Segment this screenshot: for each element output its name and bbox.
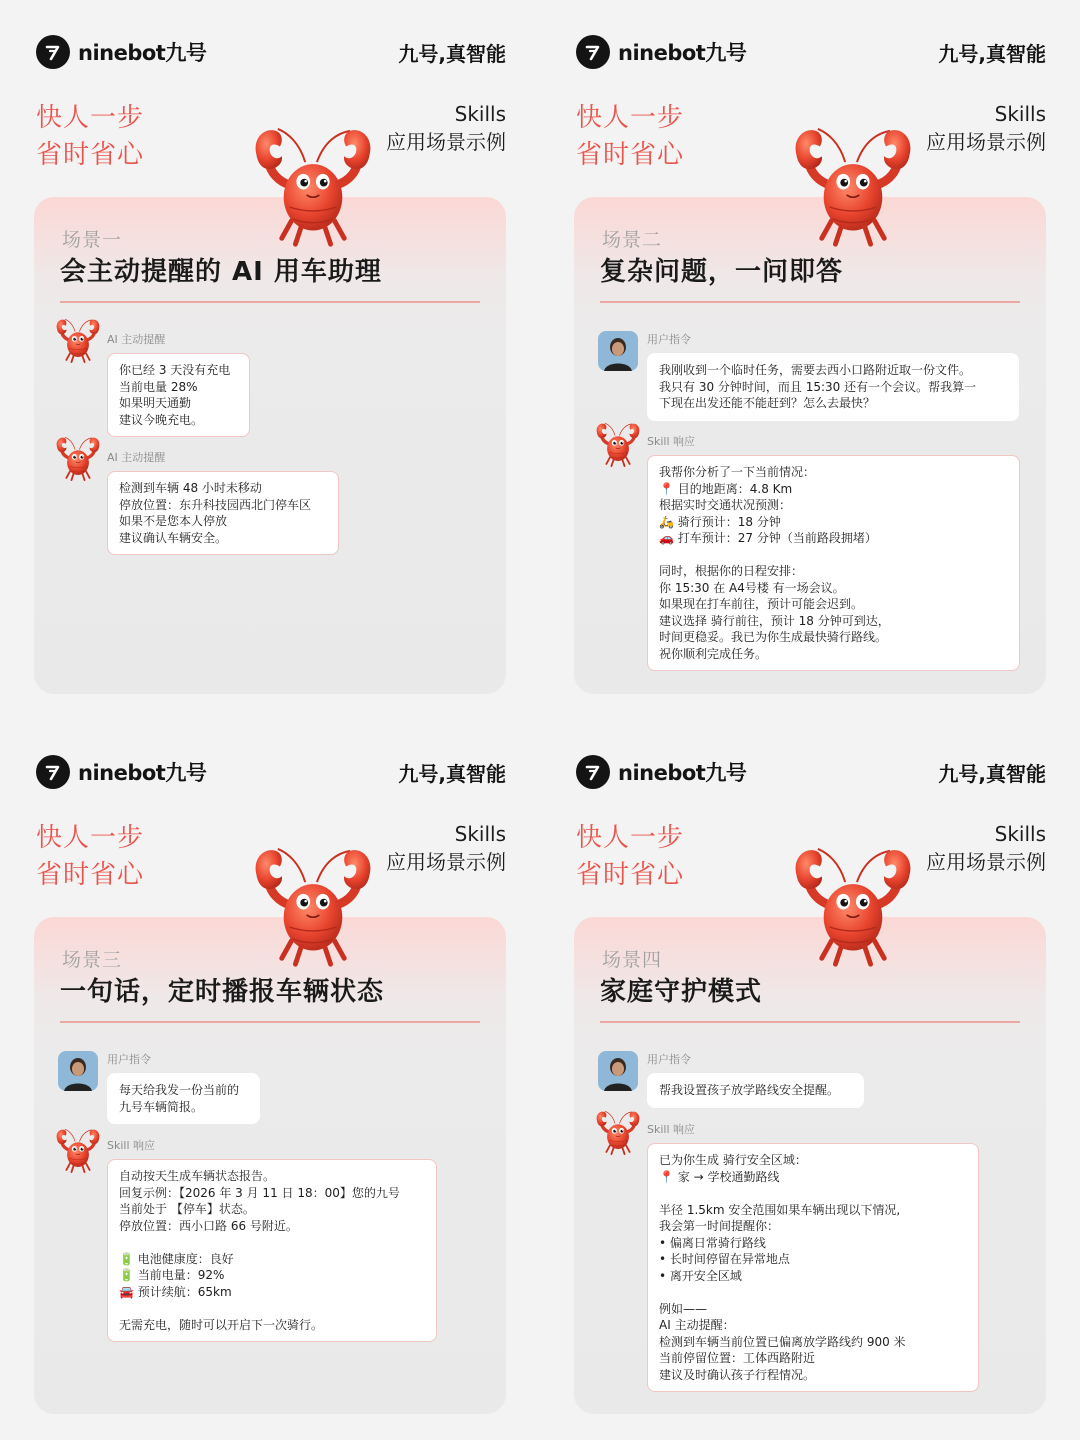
message-bubble: 你已经 3 天没有充电 当前电量 28% 如果明天通勤 建议今晚充电。 <box>107 353 250 437</box>
headline <box>576 820 684 894</box>
lobster-mascot-icon <box>594 421 642 469</box>
slogan: 九号,真智能 <box>398 42 506 66</box>
lobster-mascot-icon <box>248 125 378 250</box>
brand-logo <box>36 34 206 70</box>
title-divider <box>60 1021 480 1023</box>
skills-line-2: 应用场景示例 <box>386 130 506 154</box>
panel-scene-4 <box>540 720 1080 1440</box>
message-bubble: 帮我设置孩子放学路线安全提醒。 <box>647 1073 864 1108</box>
headline <box>36 100 144 174</box>
skills-line-1: Skills <box>454 822 506 846</box>
slogan: 九号,真智能 <box>938 762 1046 786</box>
skills-line-1: Skills <box>454 102 506 126</box>
skills-label <box>386 100 506 156</box>
lobster-mascot-icon <box>248 845 378 970</box>
scene-card <box>34 917 506 1414</box>
scene-number: 场景二 <box>602 229 663 251</box>
lobster-mascot-icon <box>594 1109 642 1157</box>
message-bubble: 检测到车辆 48 小时未移动 停放位置：东升科技园西北门停车区 如果不是您本人停放 建议确认车辆安全。 <box>107 471 339 555</box>
panel-scene-1 <box>0 0 540 720</box>
ninebot-logo-icon <box>576 35 610 69</box>
message-role: AI 主动提醒 <box>107 451 166 464</box>
skills-label <box>386 820 506 876</box>
headline-line-2: 省时省心 <box>576 140 685 170</box>
lobster-mascot-icon <box>54 1127 102 1175</box>
lobster-mascot-icon <box>54 317 102 365</box>
scene-title: 会主动提醒的 AI 用车助理 <box>60 257 382 287</box>
headline-line-1: 快人一步 <box>36 823 145 853</box>
scene-title: 复杂问题，一问即答 <box>600 257 844 287</box>
headline-line-1: 快人一步 <box>576 103 685 133</box>
scene-card <box>34 197 506 694</box>
user-avatar-icon <box>58 1051 98 1091</box>
message-bubble: 我帮你分析了一下当前情况： 📍 目的地距离：4.8 Km 根据实时交通状况预测： 🛵 骑行预计：18 分钟 🚗 打车预计：27 分钟（当前路段拥堵） 同时，根据你的日程安排： 你 15:30 在 A4号楼 有一场会议。 如果现在打车前往，预计可能会迟到。 建议选择 骑行前往，预计 18 分钟可到达， 时间更稳妥。我已为你生成最快骑行路线。 祝你顺利完成任务。 <box>647 455 1020 671</box>
skills-line-1: Skills <box>994 822 1046 846</box>
message-bubble: 已为你生成 骑行安全区域： 📍 家 → 学校通勤路线 半径 1.5km 安全范围如果车辆出现以下情况, 我会第一时间提醒你： • 偏离日常骑行路线 • 长时间停留在异常地点 • 离开安全区域 例如—— AI 主动提醒： 检测到车辆当前位置已偏离放学路线约 900 米 当前停留位置：工体西路附近 建议及时确认孩子行程情况。 <box>647 1143 979 1392</box>
message-role: Skill 响应 <box>647 435 696 448</box>
title-divider <box>60 301 480 303</box>
headline-line-2: 省时省心 <box>576 860 685 890</box>
message-bubble: 我刚收到一个临时任务，需要去西小口路附近取一份文件。 我只有 30 分钟时间，而且 15:30 还有一个会议。帮我算一 下现在出发还能不能赶到？怎么去最快？ <box>647 353 1019 421</box>
message-role: 用户指令 <box>647 333 691 346</box>
user-avatar-icon <box>598 1051 638 1091</box>
panel-scene-2 <box>540 0 1080 720</box>
ninebot-logo-icon <box>576 755 610 789</box>
logo-text: ninebot九号 <box>618 41 747 65</box>
headline-line-2: 省时省心 <box>36 140 145 170</box>
lobster-mascot-icon <box>788 125 918 250</box>
ninebot-logo-icon <box>36 755 70 789</box>
skills-line-1: Skills <box>994 102 1046 126</box>
scene-number: 场景三 <box>62 949 123 971</box>
brand-logo <box>576 754 746 790</box>
logo-text: ninebot九号 <box>78 41 207 65</box>
logo-text: ninebot九号 <box>618 761 747 785</box>
lobster-mascot-icon <box>54 435 102 483</box>
headline-line-2: 省时省心 <box>36 860 145 890</box>
headline <box>36 820 144 894</box>
panel-scene-3 <box>0 720 540 1440</box>
scene-card <box>574 917 1046 1414</box>
scene-number: 场景四 <box>602 949 663 971</box>
scene-card <box>574 197 1046 694</box>
slogan: 九号,真智能 <box>938 42 1046 66</box>
ninebot-logo-icon <box>36 35 70 69</box>
skills-line-2: 应用场景示例 <box>386 850 506 874</box>
message-role: Skill 响应 <box>647 1123 696 1136</box>
message-bubble: 每天给我发一份当前的 九号车辆简报。 <box>107 1073 260 1124</box>
slogan: 九号,真智能 <box>398 762 506 786</box>
headline-line-1: 快人一步 <box>576 823 685 853</box>
headline <box>576 100 684 174</box>
skills-line-2: 应用场景示例 <box>926 130 1046 154</box>
headline-line-1: 快人一步 <box>36 103 145 133</box>
brand-logo <box>36 754 206 790</box>
skills-label <box>926 100 1046 156</box>
message-bubble: 自动按天生成车辆状态报告。 回复示例：【2026 年 3 月 11 日 18：00】您的九号 当前处于 【停车】状态。 停放位置：西小口路 66 号附近。 🔋 电池健康度：良好 🔋 当前电量：92% 🚘 预计续航：65km 无需充电，随时可以开启下一次骑行。 <box>107 1159 437 1342</box>
skills-line-2: 应用场景示例 <box>926 850 1046 874</box>
title-divider <box>600 1021 1020 1023</box>
scene-title: 家庭守护模式 <box>600 977 763 1007</box>
message-role: 用户指令 <box>647 1053 691 1066</box>
title-divider <box>600 301 1020 303</box>
logo-text: ninebot九号 <box>78 761 207 785</box>
brand-logo <box>576 34 746 70</box>
scene-number: 场景一 <box>62 229 123 251</box>
message-role: AI 主动提醒 <box>107 333 166 346</box>
message-role: Skill 响应 <box>107 1139 156 1152</box>
message-role: 用户指令 <box>107 1053 151 1066</box>
scene-title: 一句话，定时播报车辆状态 <box>60 977 385 1007</box>
user-avatar-icon <box>598 331 638 371</box>
skills-label <box>926 820 1046 876</box>
lobster-mascot-icon <box>788 845 918 970</box>
